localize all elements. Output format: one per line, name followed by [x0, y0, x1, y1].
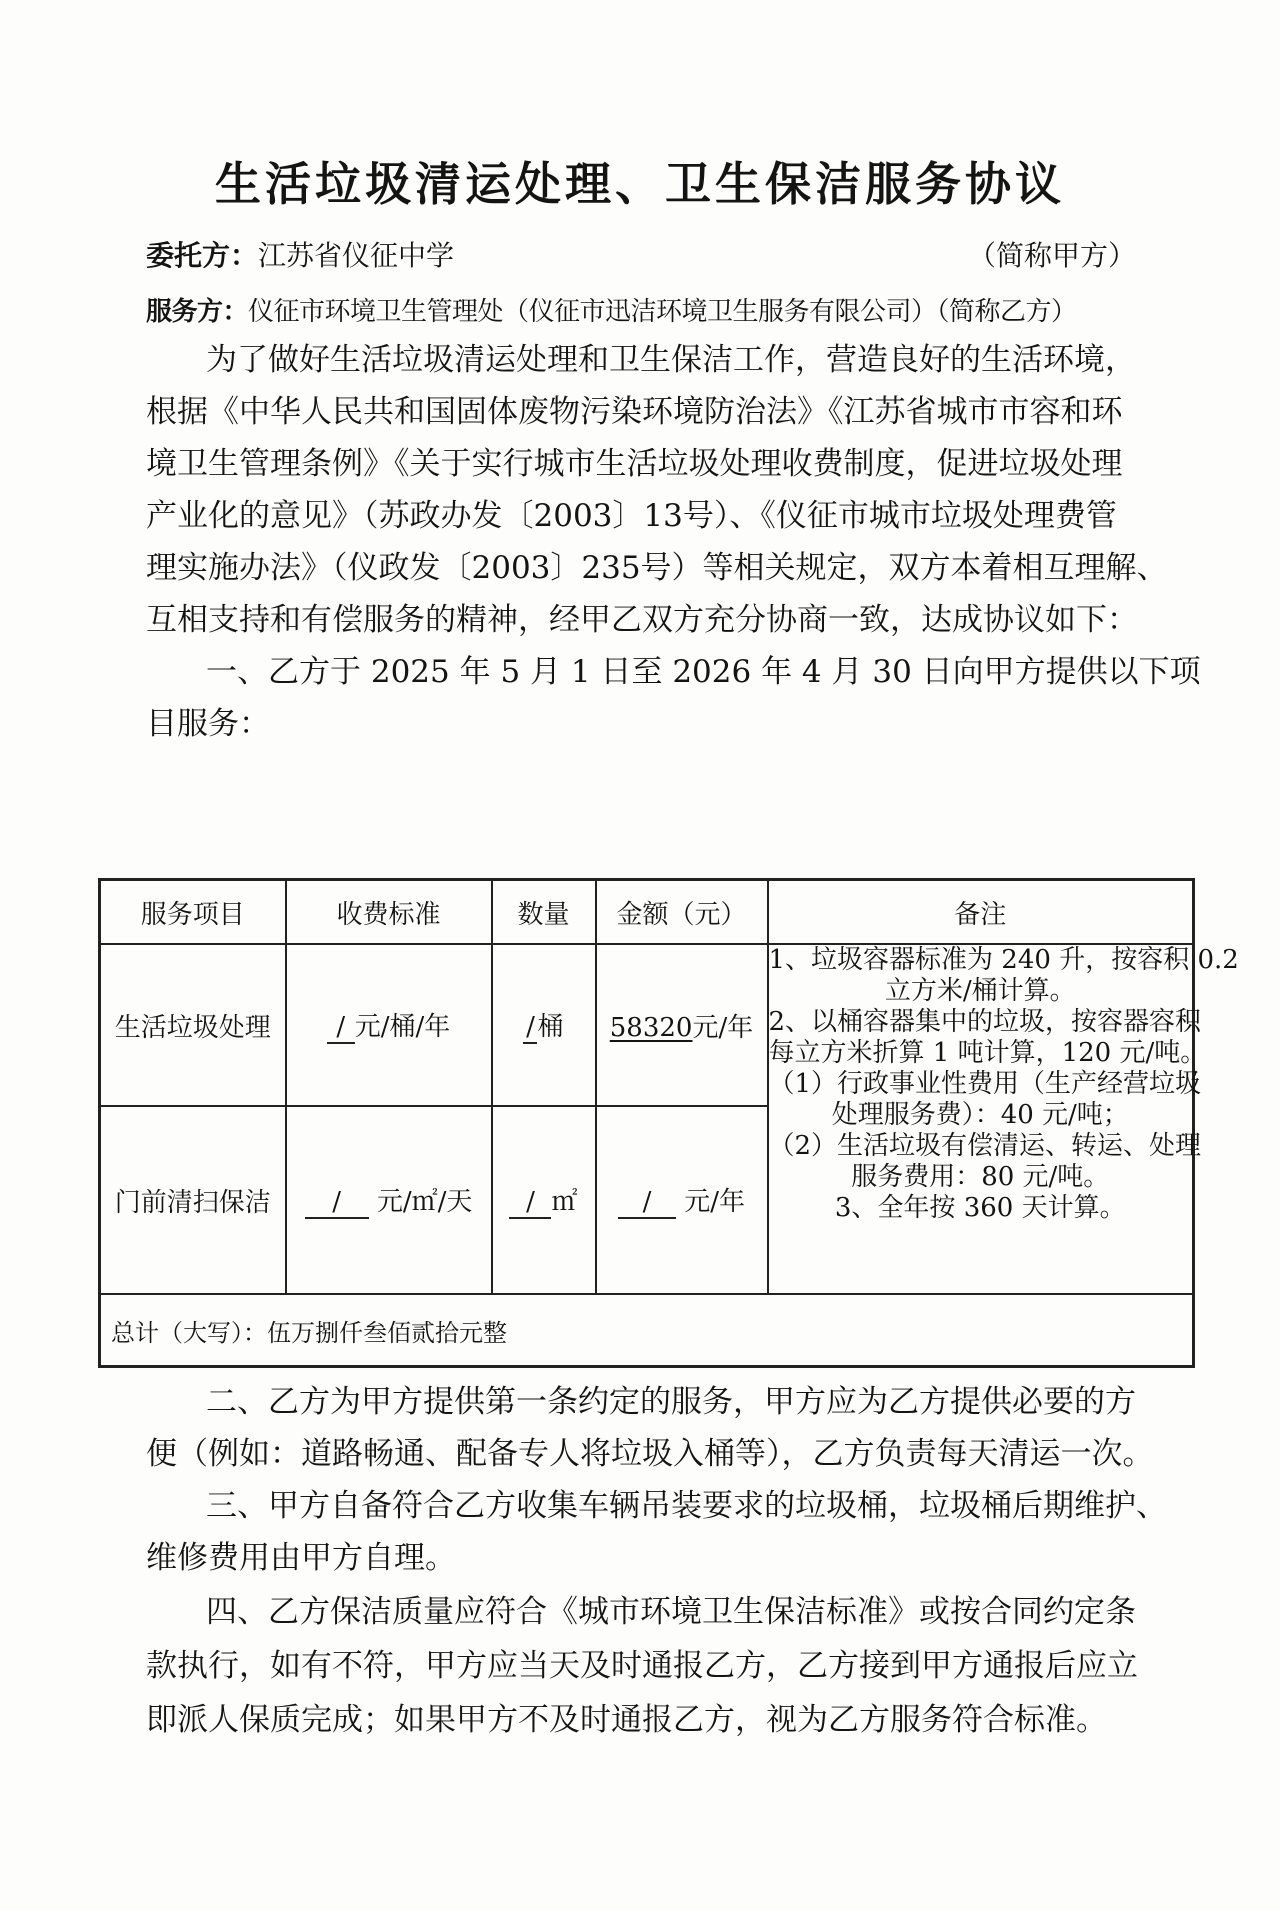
clause-line: 四、乙方保洁质量应符合《城市环境卫生保洁标准》或按合同约定条 [206, 1594, 1136, 1630]
rate-blank: / [305, 1187, 369, 1219]
quantity-blank: / [523, 1012, 537, 1044]
client-abbr: （简称甲方） [967, 239, 1136, 272]
clause-line: 款执行，如有不符，甲方应当天及时通报乙方，乙方接到甲方通报后应立 [146, 1648, 1138, 1684]
total-cell: 总计（大写）：伍万捌仟叁佰贰拾元整 [100, 1294, 1194, 1367]
amount-cell [596, 1106, 768, 1294]
client-name: 江苏省仪征中学 [258, 239, 455, 272]
clause-1-line: 一、乙方于 2025 年 5 月 1 日至 2026 年 4 月 30 日向甲方提供以下项 [206, 654, 1201, 690]
quantity-blank: / [509, 1187, 551, 1219]
quantity-cell [492, 944, 596, 1106]
header-rate: 收费标准 [286, 880, 492, 945]
clause-line: 维修费用由甲方自理。 [146, 1540, 456, 1576]
clause-line: 三、甲方自备符合乙方收集车辆吊装要求的垃圾桶，垃圾桶后期维护、 [206, 1488, 1167, 1524]
provider-abbr: （简称乙方） [936, 297, 1077, 327]
note-line: 每立方米折算 1 吨计算，120 元/吨。 [768, 1038, 1207, 1068]
clause-1-line: 目服务： [146, 706, 270, 742]
header-quantity: 数量 [492, 880, 596, 945]
quantity-unit: ㎡ [551, 1187, 578, 1217]
rate-blank: / [327, 1012, 355, 1044]
amount-value: 58320 [609, 1012, 693, 1043]
note-line: 3、全年按 360 天计算。 [834, 1193, 1126, 1223]
note-line: 立方米/桶计算。 [884, 976, 1076, 1006]
document-title: 生活垃圾清运处理、卫生保洁服务协议 [215, 157, 1065, 211]
provider-line [146, 292, 1136, 332]
rate-cell [286, 944, 492, 1106]
note-line: 2、以桶容器集中的垃圾，按容器容积 [768, 1007, 1202, 1037]
total-row [100, 1294, 1194, 1367]
service-item-cell: 门前清扫保洁 [100, 1106, 286, 1294]
intro-line: 产业化的意见》（苏政办发〔2003〕13号）、《仪征市城市垃圾处理费管 [146, 498, 1117, 534]
amount-unit: 元/年 [675, 1187, 746, 1217]
service-item-cell: 生活垃圾处理 [100, 944, 286, 1106]
provider-role: 服务方： [146, 297, 249, 327]
fee-table-header [100, 880, 1194, 945]
table-row [100, 944, 1194, 1106]
note-line: （2）生活垃圾有偿清运、转运、处理 [768, 1131, 1202, 1161]
note-line: 1、垃圾容器标准为 240 升，按容积 0.2 [768, 945, 1239, 975]
amount-blank: / [618, 1187, 676, 1219]
rate-unit: 元/桶/年 [354, 1012, 451, 1042]
clause-line: 便（例如：道路畅通、配备专人将垃圾入桶等），乙方负责每天清运一次。 [146, 1436, 1154, 1472]
amount-cell [596, 944, 768, 1106]
header-service-item: 服务项目 [100, 880, 286, 945]
intro-line: 为了做好生活垃圾清运处理和卫生保洁工作，营造良好的生活环境， [206, 342, 1136, 378]
intro-line: 互相支持和有偿服务的精神，经甲乙双方充分协商一致，达成协议如下： [146, 602, 1138, 638]
notes-cell [768, 944, 1239, 1294]
intro-line: 理实施办法》（仪政发〔2003〕235号）等相关规定，双方本着相互理解、 [146, 550, 1168, 586]
note-line: 服务费用：80 元/吨。 [851, 1162, 1110, 1192]
quantity-cell [492, 1106, 596, 1294]
rate-cell [286, 1106, 492, 1294]
intro-line: 根据《中华人民共和国固体废物污染环境防治法》《江苏省城市市容和环 [146, 394, 1123, 430]
note-line: （1）行政事业性费用（生产经营垃圾 [768, 1069, 1202, 1099]
clause-line: 二、乙方为甲方提供第一条约定的服务，甲方应为乙方提供必要的方 [206, 1384, 1136, 1420]
intro-line: 境卫生管理条例》《关于实行城市生活垃圾处理收费制度，促进垃圾处理 [146, 446, 1123, 482]
rate-unit: 元/㎡/天 [368, 1187, 473, 1217]
clause-line: 即派人保质完成；如果甲方不及时通报乙方，视为乙方服务符合标准。 [146, 1702, 1107, 1738]
amount-unit: 元/年 [692, 1012, 754, 1043]
fee-table [98, 878, 1239, 1368]
header-amount: 金额（元） [596, 880, 768, 945]
quantity-unit: 桶 [537, 1012, 564, 1042]
provider-name: 仪征市环境卫生管理处（仪征市迅洁环境卫生服务有限公司） [248, 297, 937, 327]
client-line [146, 236, 1136, 276]
client-role: 委托方： [146, 239, 259, 272]
note-line: 处理服务费）：40 元/吨； [831, 1100, 1129, 1130]
header-notes: 备注 [768, 880, 1194, 945]
